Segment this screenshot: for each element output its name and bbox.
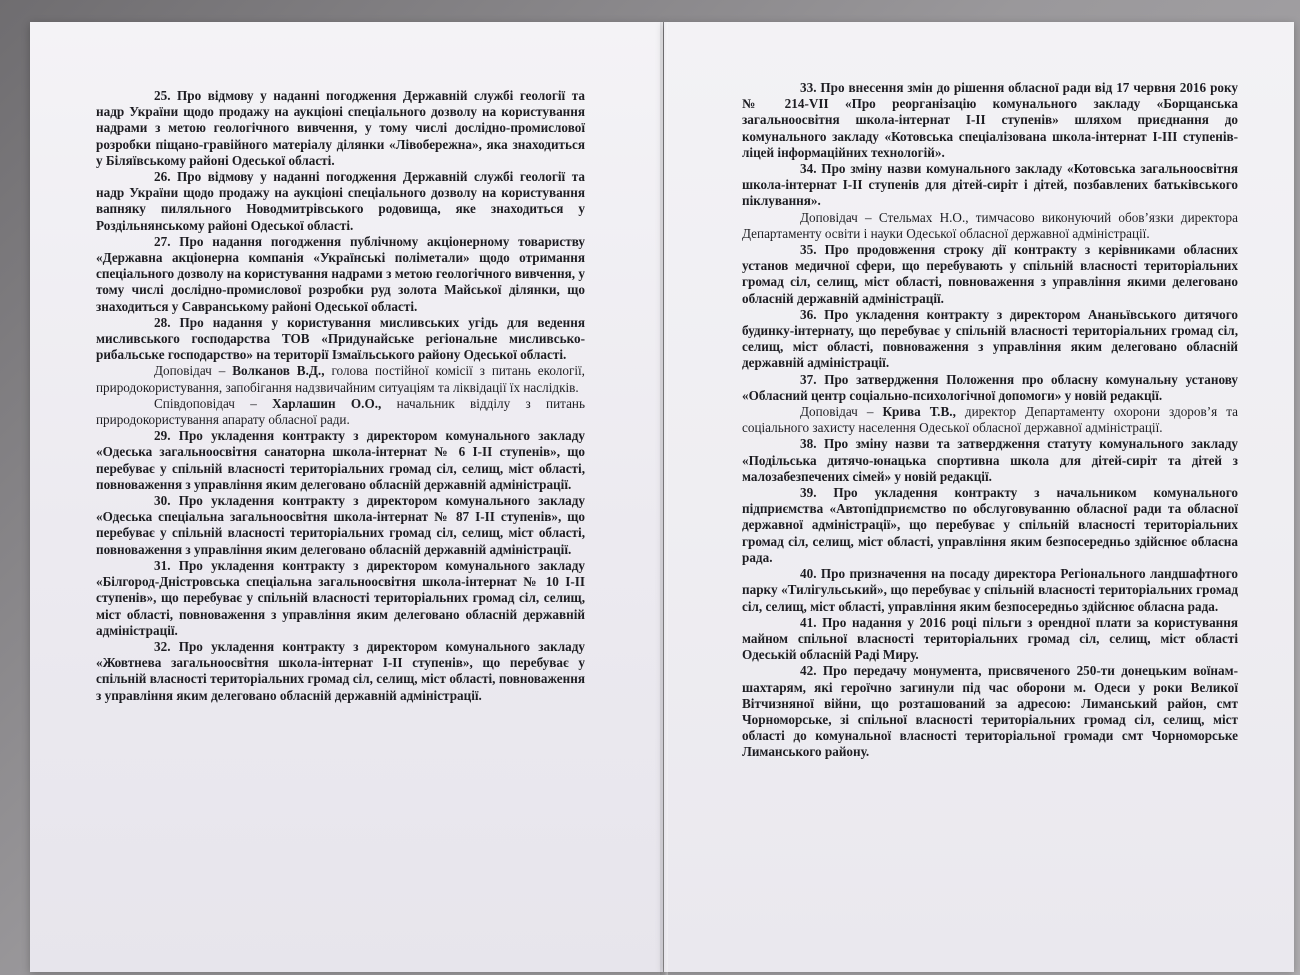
agenda-item-31: 31. Про укладення контракту з директором комунального закладу «Білгород-Дністровська спеціальна загальноосвітня школа-інтернат № 10 І-ІІ ступенів», що перебуває у спільній власності територіальних громад сіл, селищ, міст області, повноваження з управління яким делеговано обласній державній адміністрації. [96, 557, 585, 638]
agenda-item-42: 42. Про передачу монумента, присвяченого 250-ти донецьким воїнам-шахтарям, які героїчно загинули під час оборони м. Одеси у роки Великої Вітчизняної війни, що розташований за адресою: Лиманський район, смт Чорноморське, зі спільної власності територіальних громад сіл, селищ, міст області до комунальної власності територіальної громади смт Чорноморське Лиманського району. [742, 663, 1238, 760]
speaker-details: тимчасово виконуючий обов’язки директора Департаменту освіти і науки Одеської обласної державної адміністрації. [742, 209, 1238, 241]
co-speaker-role: Співдоповідач – [154, 395, 273, 411]
speaker-line [96, 363, 585, 395]
speaker-details: директор Департаменту охорони здоров’я та соціального захисту населення Одеської обласної державної адміністрації. [742, 404, 1238, 436]
agenda-item-36: 36. Про укладення контракту з директором Ананьївського дитячого будинку-інтернату, що перебуває у спільній власності територіальних громад сіл, селищ, міст області, повноваження з управління яким делеговано обласній державній адміністрації. [742, 306, 1238, 371]
speaker-line [742, 404, 1238, 436]
speaker-details: голова постійної комісії з питань екології, природокористування, запобігання надзвичайним ситуаціям та ліквідації їх наслідків. [96, 363, 585, 395]
speaker-line [742, 210, 1238, 242]
agenda-item-40: 40. Про призначення на посаду директора Регіонального ландшафтного парку «Тилігульський», що перебуває у спільній власності територіальних громад сіл, селищ, міст області, управління яким безпосередньо здійснює обласна рада. [742, 566, 1238, 614]
agenda-item-35: 35. Про продовження строку дії контракту з керівниками обласних установ медичної сфери, що перебувають у спільній власності територіальних громад сіл, селищ, міст області, повноваження з управління якими делеговано обласній державній адміністрації. [742, 242, 1238, 306]
speaker-role: Доповідач – [154, 363, 233, 379]
agenda-item-27: 27. Про надання погодження публічному акціонерному товариству «Державна акціонерна компанія «Українські поліметали» щодо отримання спеціального дозволу на користування надрами з метою геологічного вивчення, у тому числі дослідно-промислової розробки руд золота Майської ділянки, що знаходиться у Савранському районі Одеської області. [96, 233, 585, 314]
co-speaker-name: Харлашин О.О., [272, 395, 382, 411]
agenda-item-25: 25. Про відмову у наданні погодження Державній службі геології та надр України щодо продажу на аукціоні спеціального дозволу на користування надрами з метою геологічного вивчення, у тому числі дослідно-промислової розробки піщано-гравійного матеріалу ділянки «Лівобережна», яка знаходиться у Біляївському районі Одеської області. [96, 88, 585, 168]
agenda-item-39: 39. Про укладення контракту з начальником комунального підприємства «Автопідприємство по обслуговуванню обласної ради та обласної державної адміністрації», що перебуває у спільній власності територіальних громад сіл, селищ, міст області, управління яким безпосередньо здійснює обласна рада. [742, 485, 1238, 565]
co-speaker-line [96, 396, 585, 428]
page-fold [660, 22, 668, 975]
agenda-item-33: 33. Про внесення змін до рішення обласної ради від 17 червня 2016 року № 214-VII «Про реорганізацію комунального закладу «Борщанська загальноосвітня школа-інтернат І-ІІ ступенів» шляхом приєднання до комунального закладу «Котовська спеціалізована школа-інтернат І-ІІІ ступенів-ліцей інформаційних технологій». [742, 80, 1238, 160]
agenda-item-32: 32. Про укладення контракту з директором комунального закладу «Жовтнева загальноосвітня школа-інтернат І-ІІ ступенів», що перебуває у спільній власності територіальних громад сіл, селищ, міст області, повноваження з управління яким делеговано обласній державній адміністрації. [96, 638, 585, 703]
right-page [664, 22, 1294, 972]
speaker-role: Доповідач – [800, 209, 879, 225]
agenda-item-38: 38. Про зміну назви та затвердження статуту комунального закладу «Подільська дитячо-юнацька спортивна школа для дітей-сиріт та дітей з малозабезпечених сімей» у новій редакції. [742, 436, 1238, 484]
agenda-item-30: 30. Про укладення контракту з директором комунального закладу «Одеська спеціальна загальноосвітня школа-інтернат № 87 І-ІІ ступенів», що перебуває у спільній власності територіальних громад сіл, селищ, міст області, повноваження з управління яким делеговано обласній державній адміністрації. [96, 493, 585, 557]
speaker-name: Крива Т.В., [882, 404, 956, 420]
speaker-name: Волканов В.Д., [232, 363, 325, 379]
left-page [30, 22, 663, 972]
agenda-item-37: 37. Про затвердження Положення про обласну комунальну установу «Обласний центр соціально-психологічної допомоги» у новій редакції. [742, 371, 1238, 403]
agenda-item-28: 28. Про надання у користування мисливських угідь для ведення мисливського господарства ТОВ «Придунайське регіональне мисливсько-рибальське господарство» на території Ізмаїльського району Одеської області. [96, 314, 585, 363]
agenda-item-26: 26. Про відмову у наданні погодження Державній службі геології та надр України щодо продажу на аукціоні спеціального дозволу на користування вапняку пиляльного Новодмитрівського родовища, яке знаходиться у Роздільнянському районі Одеської області. [96, 169, 585, 233]
co-speaker-details: начальник відділу з питань природокористування апарату обласної ради. [96, 395, 585, 428]
agenda-item-41: 41. Про надання у 2016 році пільги з орендної плати за користування майном спільної власності територіальних громад сіл, селищ, міст області Одеській обласній Раді Миру. [742, 614, 1238, 663]
agenda-item-34: 34. Про зміну назви комунального закладу «Котовська загальноосвітня школа-інтернат І-ІІ ступенів для дітей-сиріт і дітей, позбавлених батьківського піклування». [742, 161, 1238, 209]
speaker-name: Стельмах Н.О., [878, 209, 969, 225]
speaker-role: Доповідач – [800, 404, 883, 420]
agenda-item-29: 29. Про укладення контракту з директором комунального закладу «Одеська загальноосвітня санаторна школа-інтернат № 6 І-ІІ ступенів», що перебуває у спільній власності територіальних громад сіл, селищ, міст області, повноваження з управління яким делеговано обласній державній адміністрації. [96, 428, 585, 492]
